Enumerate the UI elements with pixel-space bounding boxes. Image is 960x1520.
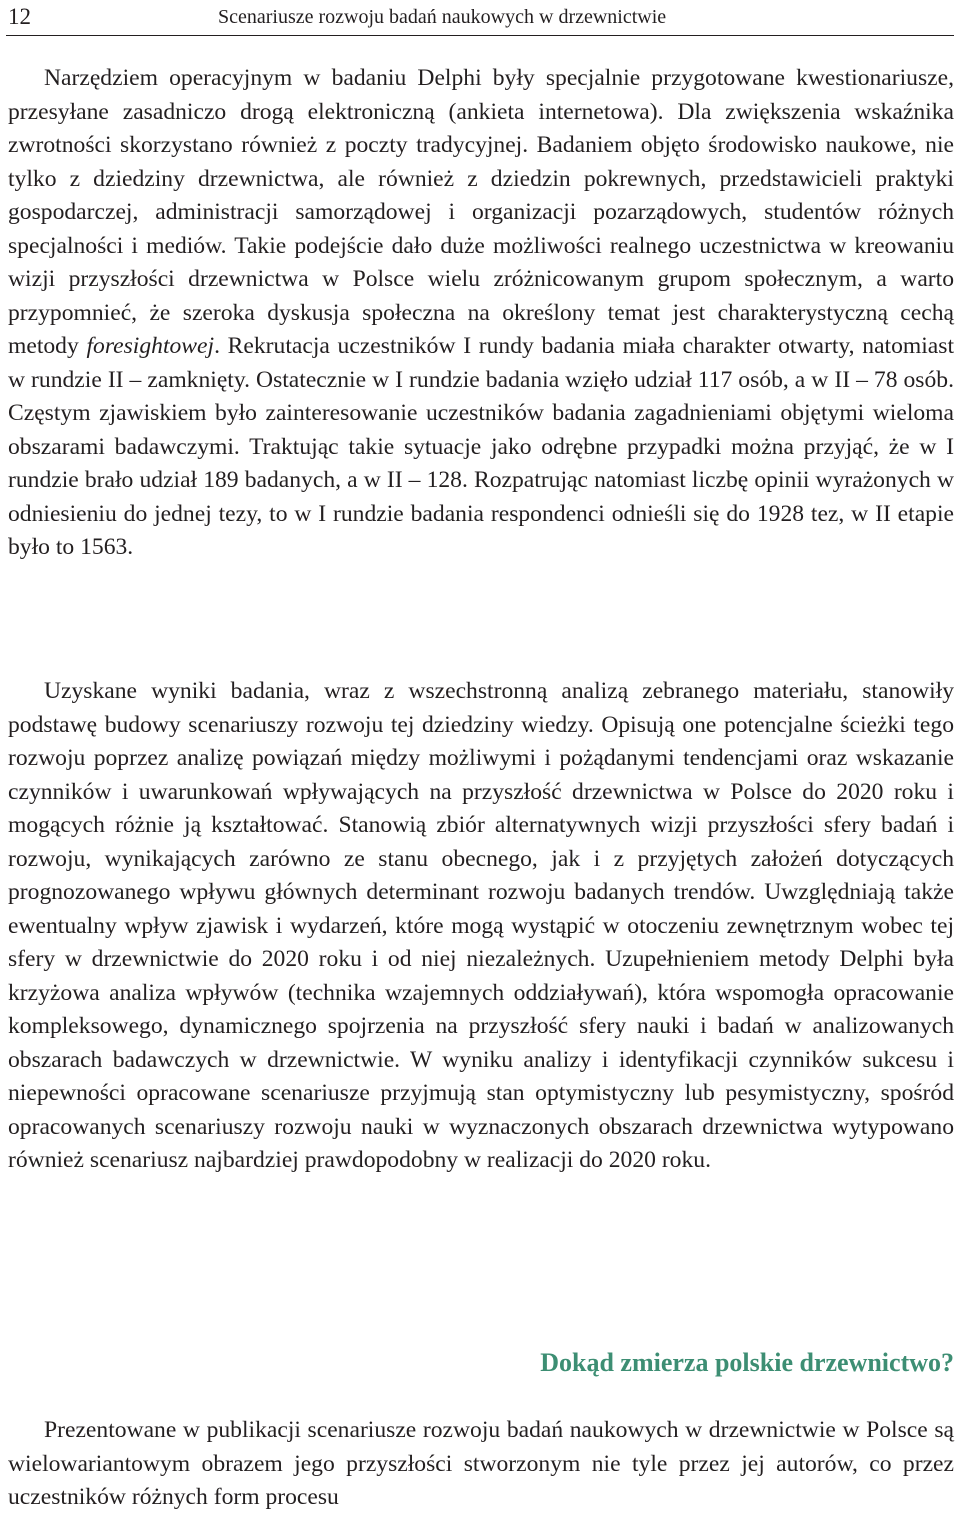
italic-term: foresightowej [86, 333, 215, 359]
header-rule [6, 35, 954, 36]
text-run: Narzędziem operacyjnym w badaniu Delphi były specjalnie przygotowane kwestionariusze, przesyłane zasadniczo drogą elektroniczną (ankieta internetowa). Dla zwiększenia wskaźnika zwrotności skorzystano również z poczty tradycyjnej. Badaniem objęto środowisko naukowe, nie tylko z dziedziny drzewnictwa, ale również z dziedzin pokrewnych, przedstawicieli praktyki gospodarczej, administracji samorządowej i organizacji pozarządowych, studentów różnych specjalności i mediów. Takie podejście dało duże możliwości realnego uczestnictwa w kreowaniu wizji przyszłości drzewnictwa w Polsce wielu zróżnicowanym grupom społecznym, a warto przypomnieć, że szeroka dyskusja społeczna na określony temat jest charakterystyczną cechą metody [8, 65, 954, 359]
text-run: . Rekrutacja uczestników I rundy badania miała charakter otwarty, natomiast w rundzie II – zamknięty. Ostatecznie w I rundzie badania wzięło udział 117 osób, a w II – 78 osób. Częstym zjawiskiem było zainteresowanie uczestników badania zagadnieniami objętymi wieloma obszarami badawczymi. Traktując takie sytuacje jako odrębne przypadki można przyjąć, że w I rundzie brało udział 189 badanych, a w II – 128. Rozpatrując natomiast liczbę opinii wyrażonych w odniesieniu do jednej tezy, to w I rundzie badania respondenci odnieśli się do 1928 tez, w II etapie było to 1563. [8, 333, 955, 560]
paragraph-text: Uzyskane wyniki badania, wraz z wszechstronną analizą zebranego materiału, stanowiły podstawę budowy scenariuszy rozwoju tej dziedziny wiedzy. Opisują one potencjalne ścieżki tego rozwoju poprzez analizę powiązań między możliwymi i pożądanymi tendencjami oraz wskazanie czynników i uwarunkowań wpływających na przyszłość drzewnictwa w Polsce do 2020 roku i mogących różnie ją kształtować. Stanowią zbiór alternatywnych wizji przyszłości sfery badań i rozwoju, wynikających zarówno ze stanu obecnego, jak i z przyjętych założeń dotyczących prognozowanego wpływu głównych determinant rozwoju badanych trendów. Uwzględniają także ewentualny wpływ zjawisk i wydarzeń, które mogą wystąpić w otoczeniu zewnętrznym wobec tej sfery w drzewnictwie do 2020 roku i od niej niezależnych. Uzupełnieniem metody Delphi była krzyżowa analiza wpływów (technika wzajemnych oddziaływań), która wspomogła opracowanie kompleksowego, dynamicznego spojrzenia na przyszłość sfery nauki i badań w analizowanych obszarach badawczych w drzewnictwie. W wyniku analizy i identyfikacji czynników sukcesu i niepewności opracowane scenariusze przyjmują stan optymistyczny lub pesymistyczny, spośród opracowanych scenariuszy rozwoju nauki w wyznaczonych obszarach drzewnictwa wytypowano również scenariusz najbardziej prawdopodobny w realizacji do 2020 roku. [8, 678, 954, 1173]
page-header [8, 4, 956, 32]
running-title: Scenariusze rozwoju badań naukowych w drzewnictwie [218, 6, 667, 28]
section-heading: Dokąd zmierza polskie drzewnictwo? [540, 1348, 954, 1377]
page-number: 12 [8, 4, 31, 29]
paragraph-text: Prezentowane w publikacji scenariusze rozwoju badań naukowych w drzewnictwie w Polsce są wielowariantowym obrazem jego przyszłości stworzonym nie tyle przez jej autorów, co przez uczestników różnych form procesu [8, 1417, 954, 1510]
paragraph-intro [8, 1414, 954, 1515]
paragraph-text [8, 62, 954, 565]
paragraph-scenarios [8, 675, 954, 1178]
paragraph-methodology [8, 62, 954, 565]
